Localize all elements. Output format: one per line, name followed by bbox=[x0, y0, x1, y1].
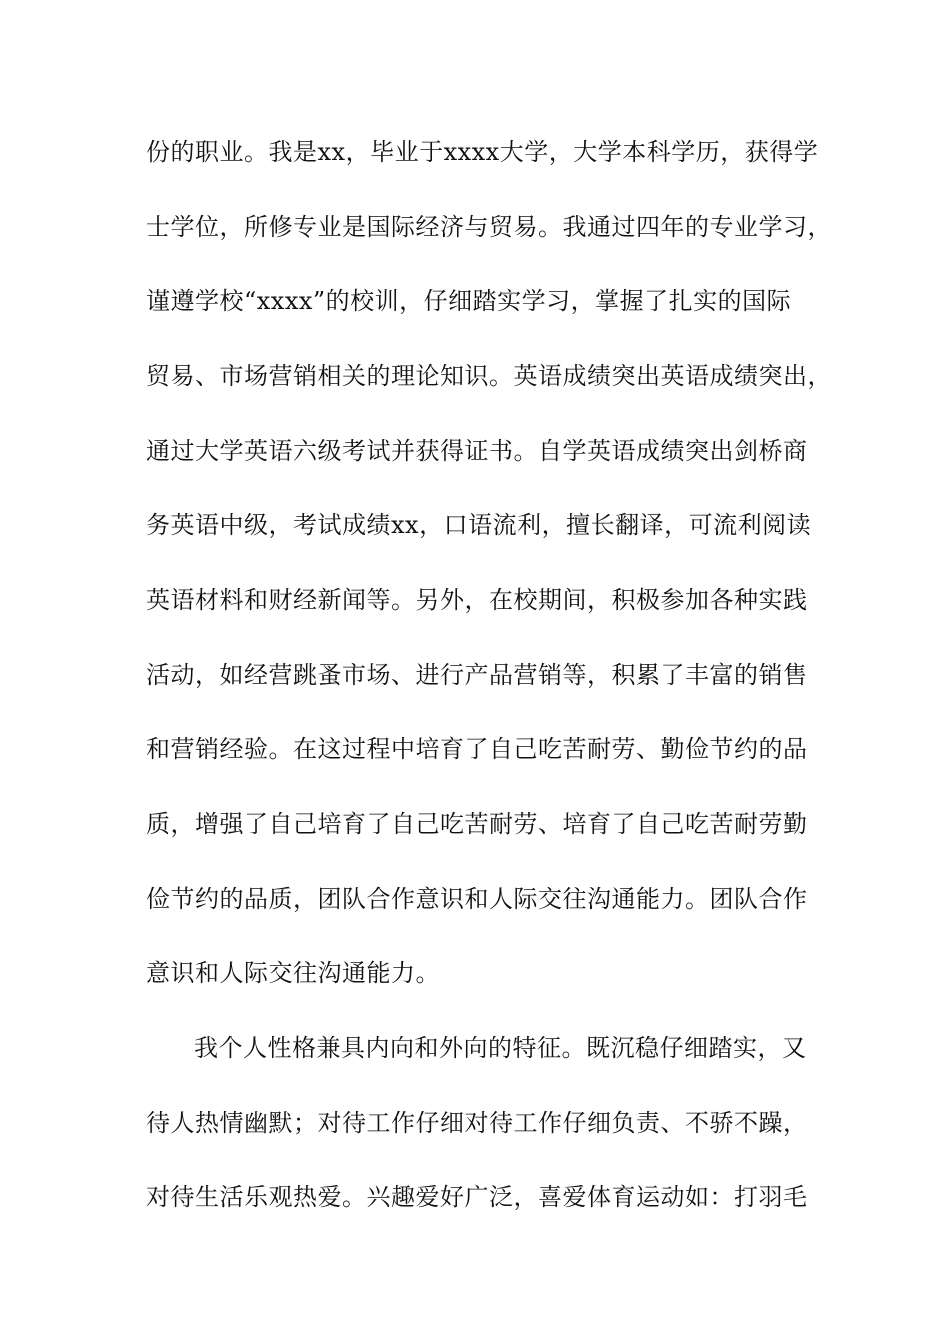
paragraph-1-line-3: 谨遵学校“xxxx”的校训，仔细踏实学习，掌握了扎实的国际 bbox=[146, 287, 792, 315]
paragraph-1-line-6: 务英语中级，考试成绩xx，口语流利，擅长翻译，可流利阅读 bbox=[146, 511, 812, 539]
paragraph-1-line-8: 活动，如经营跳蚤市场、进行产品营销等，积累了丰富的销售 bbox=[146, 661, 808, 689]
paragraph-2-line-2: 待人热情幽默；对待工作仔细对待工作仔细负责、不骄不躁， bbox=[146, 1109, 808, 1137]
paragraph-1-line-1: 份的职业。我是xx，毕业于xxxx大学，大学本科学历，获得学 bbox=[146, 138, 819, 166]
paragraph-1-line-11: 俭节约的品质，团队合作意识和人际交往沟通能力。团队合作 bbox=[146, 885, 808, 913]
paragraph-1-line-7: 英语材料和财经新闻等。另外，在校期间，积极参加各种实践 bbox=[146, 586, 808, 614]
paragraph-2-line-3: 对待生活乐观热爱。兴趣爱好广泛，喜爱体育运动如：打羽毛 bbox=[146, 1183, 808, 1211]
paragraph-1-line-10: 质，增强了自己培育了自己吃苦耐劳、培育了自己吃苦耐劳勤 bbox=[146, 810, 808, 838]
paragraph-1-line-2: 士学位，所修专业是国际经济与贸易。我通过四年的专业学习， bbox=[146, 213, 832, 241]
paragraph-1-line-12: 意识和人际交往沟通能力。 bbox=[146, 959, 440, 987]
paragraph-1-line-4: 贸易、市场营销相关的理论知识。英语成绩突出英语成绩突出， bbox=[146, 362, 832, 390]
paragraph-1-line-9: 和营销经验。在这过程中培育了自己吃苦耐劳、勤俭节约的品 bbox=[146, 735, 808, 763]
paragraph-2-line-1: 我个人性格兼具内向和外向的特征。既沉稳仔细踏实，又 bbox=[194, 1034, 807, 1062]
paragraph-1-line-5: 通过大学英语六级考试并获得证书。自学英语成绩突出剑桥商 bbox=[146, 437, 808, 465]
